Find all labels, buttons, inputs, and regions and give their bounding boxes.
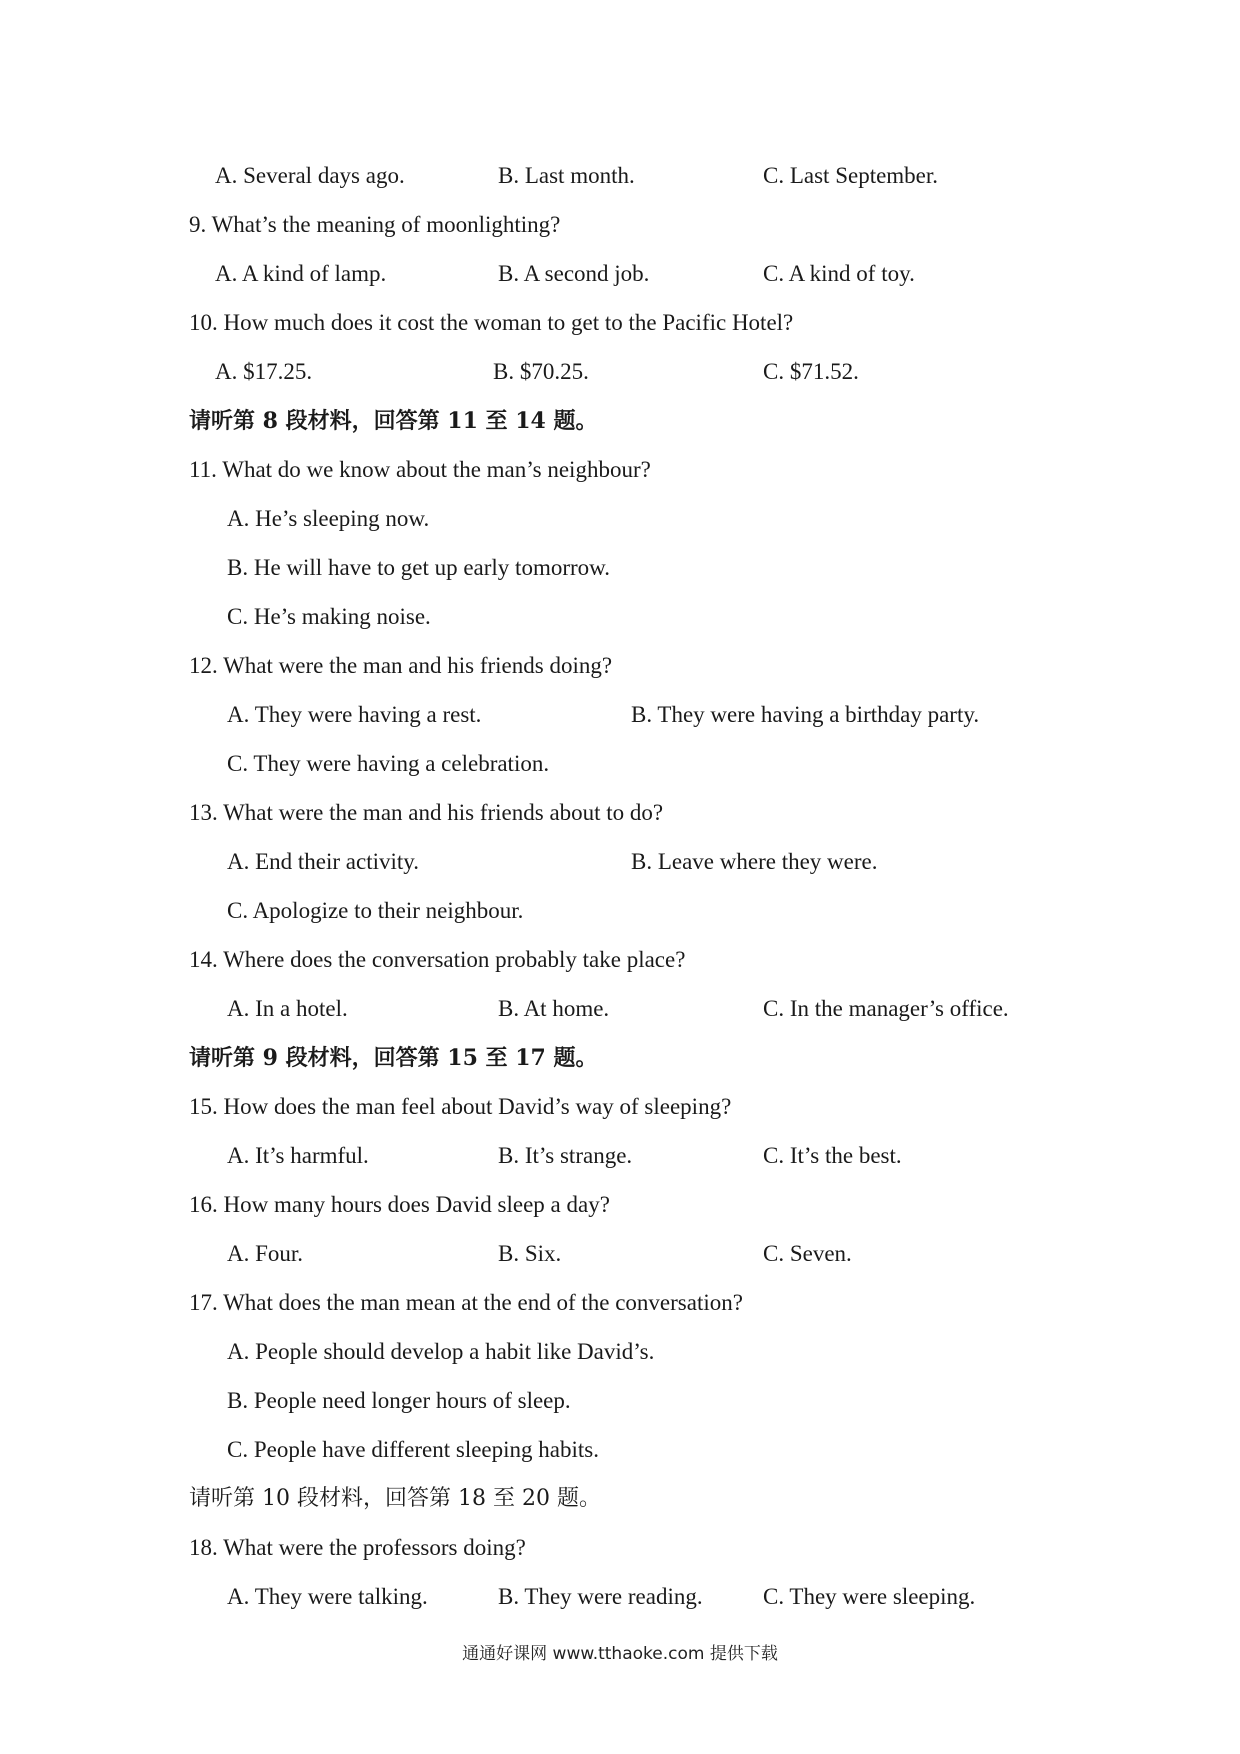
q11-question-text: 11. What do we know about the man’s neighbour? — [189, 457, 651, 482]
q10-option-c: C. $71.52. — [763, 359, 859, 384]
q17-option-c-row — [0, 1433, 1240, 1467]
q14-option-c: C. In the manager’s office. — [763, 996, 1009, 1021]
q12-option-a: A. They were having a rest. — [227, 702, 482, 727]
q18-option-a: A. They were talking. — [227, 1584, 428, 1609]
q10-question — [0, 306, 1240, 340]
section-8-heading-text: 请听第 8 段材料，回答第 11 至 14 题。 — [189, 408, 598, 434]
q9-options-row — [0, 257, 1240, 291]
q11-option-c: C. He’s making noise. — [227, 604, 431, 629]
q8-option-b: B. Last month. — [498, 163, 635, 188]
q14-option-a: A. In a hotel. — [227, 996, 348, 1021]
q12-option-c: C. They were having a celebration. — [227, 751, 550, 776]
q13-question — [0, 796, 1240, 830]
q17-option-a-row — [0, 1335, 1240, 1369]
q9-option-a: A. A kind of lamp. — [215, 261, 387, 286]
q9-question — [0, 208, 1240, 242]
q15-option-b: B. It’s strange. — [498, 1143, 633, 1168]
q17-option-b: B. People need longer hours of sleep. — [227, 1388, 571, 1413]
q11-option-a: A. He’s sleeping now. — [227, 506, 430, 531]
q10-options-row — [0, 355, 1240, 389]
q14-option-b: B. At home. — [498, 996, 610, 1021]
q10-question-text: 10. How much does it cost the woman to get to the Pacific Hotel? — [189, 310, 794, 335]
q9-question-text: 9. What’s the meaning of moonlighting? — [189, 212, 561, 237]
q11-option-b-row — [0, 551, 1240, 585]
q16-question-text: 16. How many hours does David sleep a day? — [189, 1192, 610, 1217]
q9-option-b: B. A second job. — [498, 261, 650, 286]
q11-question — [0, 453, 1240, 487]
q16-option-a: A. Four. — [227, 1241, 304, 1266]
q13-question-text: 13. What were the man and his friends about to do? — [189, 800, 664, 825]
q17-option-b-row — [0, 1384, 1240, 1418]
q8-option-a: A. Several days ago. — [215, 163, 405, 188]
q12-options-row-2 — [0, 747, 1240, 781]
q14-options-row — [0, 992, 1240, 1026]
q11-option-a-row — [0, 502, 1240, 536]
q11-option-b: B. He will have to get up early tomorrow. — [227, 555, 611, 580]
q11-option-c-row — [0, 600, 1240, 634]
q15-question — [0, 1090, 1240, 1124]
q15-question-text: 15. How does the man feel about David’s way of sleeping? — [189, 1094, 732, 1119]
q16-option-c: C. Seven. — [763, 1241, 852, 1266]
q8-option-c: C. Last September. — [763, 163, 939, 188]
q16-options-row — [0, 1237, 1240, 1271]
q12-question — [0, 649, 1240, 683]
section-9-heading-text: 请听第 9 段材料，回答第 15 至 17 题。 — [189, 1045, 598, 1071]
q17-question-text: 17. What does the man mean at the end of the conversation? — [189, 1290, 743, 1315]
q18-question-text: 18. What were the professors doing? — [189, 1535, 526, 1560]
q12-question-text: 12. What were the man and his friends doing? — [189, 653, 613, 678]
q15-option-c: C. It’s the best. — [763, 1143, 902, 1168]
q10-option-a: A. $17.25. — [215, 359, 313, 384]
q17-option-c: C. People have different sleeping habits. — [227, 1437, 599, 1462]
q16-option-b: B. Six. — [498, 1241, 562, 1266]
q14-question — [0, 943, 1240, 977]
q15-options-row — [0, 1139, 1240, 1173]
q14-question-text: 14. Where does the conversation probably take place? — [189, 947, 686, 972]
page-footer: 通通好课网 www.tthaoke.com 提供下载 — [462, 1644, 778, 1664]
section-10-heading-text: 请听第 10 段材料，回答第 18 至 20 题。 — [189, 1486, 601, 1511]
q9-option-c: C. A kind of toy. — [763, 261, 915, 286]
q12-options-row-1 — [0, 698, 1240, 732]
q16-question — [0, 1188, 1240, 1222]
q13-option-b: B. Leave where they were. — [631, 849, 878, 874]
q18-option-c: C. They were sleeping. — [763, 1584, 976, 1609]
q18-option-b: B. They were reading. — [498, 1584, 703, 1609]
q13-options-row-2 — [0, 894, 1240, 928]
q18-question — [0, 1531, 1240, 1565]
q17-option-a: A. People should develop a habit like David’s. — [227, 1339, 655, 1364]
q10-option-b: B. $70.25. — [493, 359, 589, 384]
q18-options-row — [0, 1580, 1240, 1614]
q17-question — [0, 1286, 1240, 1320]
section-9-heading — [0, 1041, 1240, 1075]
q13-option-c: C. Apologize to their neighbour. — [227, 898, 524, 923]
q15-option-a: A. It’s harmful. — [227, 1143, 369, 1168]
q13-option-a: A. End their activity. — [227, 849, 420, 874]
q13-options-row-1 — [0, 845, 1240, 879]
section-8-heading — [0, 404, 1240, 438]
q8-options-row — [0, 159, 1240, 193]
section-10-heading — [0, 1482, 1240, 1516]
q12-option-b: B. They were having a birthday party. — [631, 702, 980, 727]
